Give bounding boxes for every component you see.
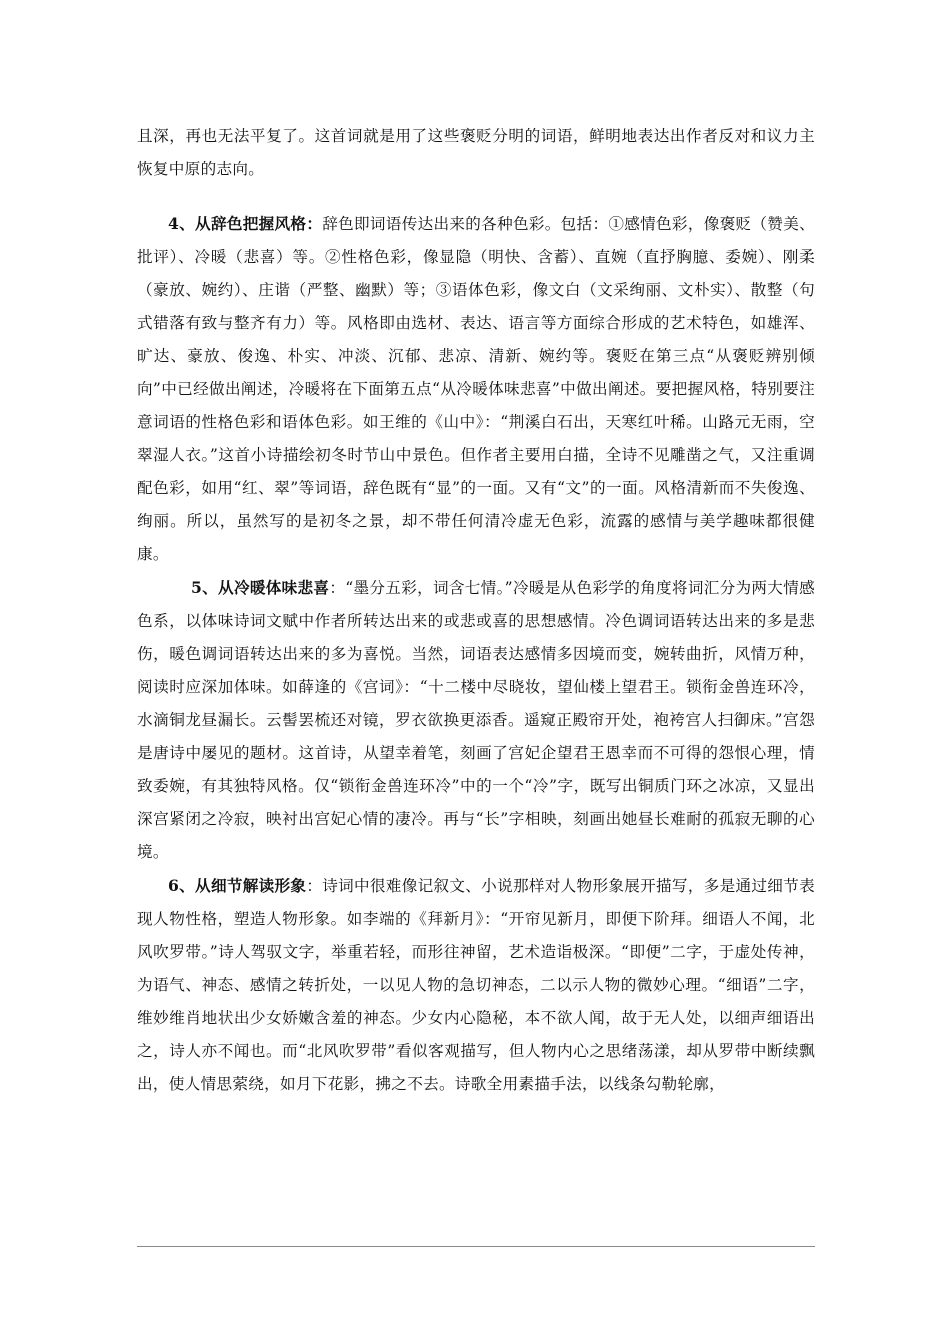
paragraph-text: 且深，再也无法平复了。这首词就是用了这些褒贬分明的词语，鲜明地表达出作者反对和议力主恢复中原的志向。 bbox=[137, 127, 815, 178]
section-6-heading: 6、从细节解读形象 bbox=[168, 876, 307, 895]
section-5-heading: 5、从冷暖体味悲喜 bbox=[191, 578, 330, 597]
paragraph-text: ：“墨分五彩，词含七情。”冷暖是从色彩学的角度将词汇分为两大情感色系，以体味诗词文赋中作者所转达出来的或悲或喜的思想感情。冷色调词语转达出来的多是悲伤，暖色调词语转达出来的多为喜悦。当然，词语表达感情多因境而变，婉转曲折，风情万种，阅读时应深加体味。如薛逢的《宫词》：“十二楼中尽晓妆，望仙楼上望君王。锁衔金兽连环冷，水滴铜龙昼漏长。云髻罢梳还对镜，罗衣欲换更添香。遥窥正殿帘开处，袍袴宫人扫御床。”宫怨是唐诗中屡见的题材。这首诗，从望幸着笔，刻画了宫妃企望君王恩幸而不可得的怨恨心理，情致委婉，有其独特风格。仅“锁衔金兽连环冷”中的一个“冷”字，既写出铜质门环之冰凉，又显出深宫紧闭之冷寂，映衬出宫妃心情的凄冷。再与“长”字相映，刻画出她昼长难耐的孤寂无聊的心境。 bbox=[137, 579, 815, 861]
paragraph-continuation bbox=[137, 120, 815, 186]
paragraph-section-5 bbox=[137, 571, 815, 869]
paragraph-text: ：诗词中很难像记叙文、小说那样对人物形象展开描写，多是通过细节表现人物性格，塑造人物形象。如李端的《拜新月》：“开帘见新月，即便下阶拜。细语人不闻，北风吹罗带。”诗人驾驭文字，举重若轻，而形往神留，艺术造诣极深。“即便”二字，于虚处传神，为语气、神态、感情之转折处，一以见人物的急切神态，二以示人物的微妙心理。“细语”二字，维妙维肖地状出少女娇嫩含羞的神态。少女内心隐秘，本不欲人闻，故于无人处，以细声细语出之，诗人亦不闻也。而“北风吹罗带”看似客观描写，但人物内心之思绪荡漾，却从罗带中断续飘出，使人情思萦绕，如月下花影，拂之不去。诗歌全用素描手法，以线条勾勒轮廓， bbox=[137, 877, 815, 1093]
paragraph-section-6 bbox=[137, 869, 815, 1101]
paragraph-text: 辞色即词语传达出来的各种色彩。包括：①感情色彩，像褒贬（赞美、批评）、冷暖（悲喜）等。②性格色彩，像显隐（明快、含蓄）、直婉（直抒胸臆、委婉）、刚柔（豪放、婉约）、庄谐（严整、幽默）等；③语体色彩，像文白（文采绚丽、文朴实）、散整（句式错落有致与整齐有力）等。风格即由选材、表达、语言等方面综合形成的艺术特色，如雄浑、旷达、豪放、俊逸、朴实、冲淡、沉郁、悲凉、清新、婉约等。褒贬在第三点“从褒贬辨别倾向”中已经做出阐述，冷暖将在下面第五点“从冷暖体味悲喜”中做出阐述。要把握风格，特别要注意词语的性格色彩和语体色彩。如王维的《山中》：“荆溪白石出，天寒红叶稀。山路元无雨，空翠湿人衣。”这首小诗描绘初冬时节山中景色。但作者主要用白描，全诗不见雕凿之气，又注重调配色彩，如用“红、翠”等词语，辞色既有“显”的一面。又有“文”的一面。风格清新而不失俊逸、绚丽。所以，虽然写的是初冬之景，却不带任何清冷虚无色彩，流露的感情与美学趣味都很健康。 bbox=[137, 215, 815, 563]
paragraph-section-4 bbox=[137, 207, 815, 571]
section-4-heading: 4、从辞色把握风格： bbox=[168, 214, 323, 233]
footer-divider bbox=[137, 1246, 815, 1247]
document-body bbox=[137, 120, 815, 1101]
